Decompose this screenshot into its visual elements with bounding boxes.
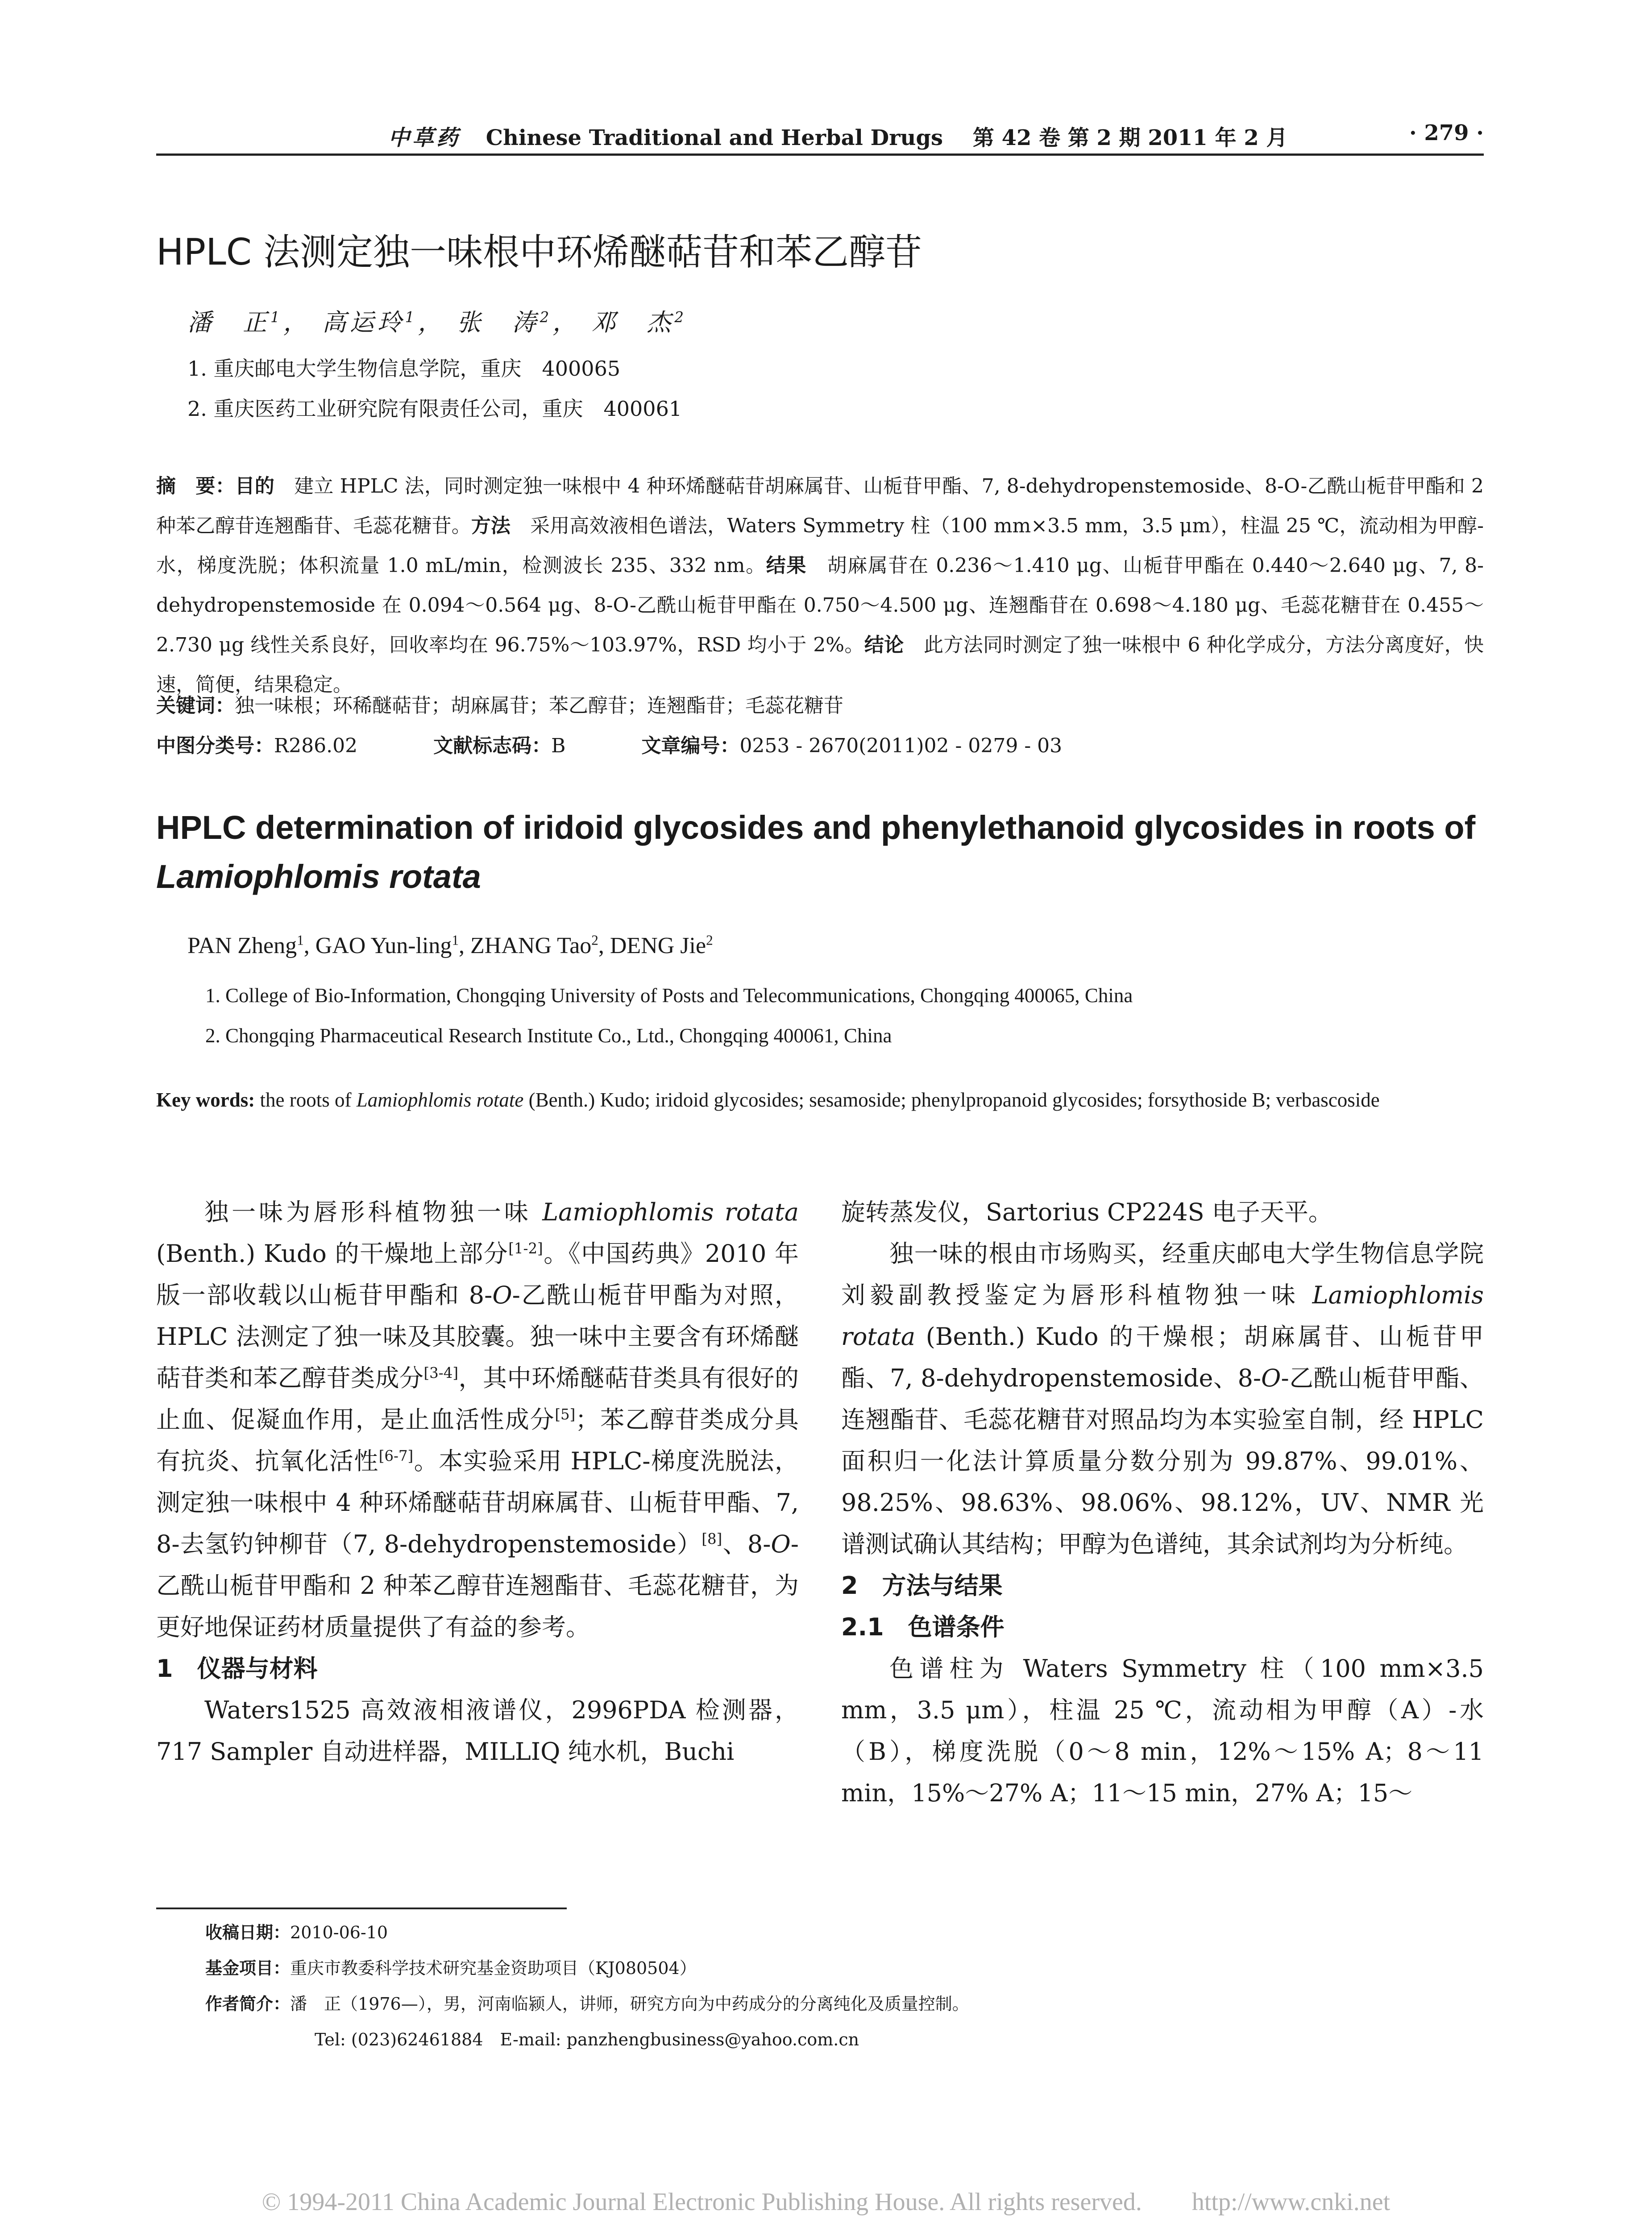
footnote-fund: [205, 1954, 697, 1979]
result-text: 胡麻属苷在 0.236～1.410 μg、山栀苷甲酯在 0.440～2.640 μg、7, 8-dehydropenstemoside 在 0.094～0.564 μg、8-O-乙酰山栀苷甲酯在 0.750～4.500 μg、连翘酯苷在 0.698～4.180 μg、毛蕊花糖苷在 0.455～2.730 μg 线性关系良好，回收率均在 96.75%～103.97%，RSD 均小于 2%。: [156, 554, 1484, 656]
running-header: [156, 116, 1484, 156]
author-sup: 2: [591, 932, 598, 948]
keywords-en-text: (Benth.) Kudo; iridoid glycosides; sesamoside; phenylpropanoid glycosides; forsythoside B; verbascoside: [523, 1089, 1380, 1111]
keywords-cn: [156, 689, 843, 718]
subsection-heading: 2.1 色谱条件: [841, 1613, 1004, 1641]
journal-name-cn: 中草药: [388, 125, 461, 150]
author-sup: 2: [540, 309, 553, 326]
section-heading: 1 仪器与材料: [156, 1655, 318, 1683]
citation: [1-2]: [508, 1240, 543, 1257]
author-sup: 1: [405, 309, 418, 326]
author-cn: 潘 正: [187, 308, 270, 336]
journal-name-en: Chinese Traditional and Herbal Drugs: [486, 125, 943, 150]
article-title-en: [156, 803, 1490, 901]
article-no-label: 文章编号：: [641, 734, 740, 757]
author-sup: 2: [674, 309, 687, 326]
author-sup: 2: [706, 932, 713, 948]
copyright-notice: © 1994-2011 China Academic Journal Electronic Publishing House. All rights reserved. http://www.cnki.net: [261, 2188, 1391, 2216]
journal-header: [388, 120, 1287, 151]
keywords-text: 独一味根；环稀醚萜苷；胡麻属苷；苯乙醇苷；连翘酯苷；毛蕊花糖苷: [235, 694, 843, 717]
author-sup: 1: [297, 932, 304, 948]
abstract-label: 摘 要：: [156, 475, 235, 498]
page-number: · 279 ·: [1409, 120, 1484, 145]
footnote-contact: Tel: (023)62461884 E-mail: panzhengbusiness@yahoo.com.cn: [315, 2030, 859, 2049]
keywords-en-label: Key words:: [156, 1089, 255, 1111]
citation: [5]: [555, 1406, 576, 1423]
chromatography-paragraph: 色谱柱为 Waters Symmetry 柱（100 mm×3.5 mm，3.5 μm），柱温 25 ℃，流动相为甲醇（A）-水（B），梯度洗脱（0～8 min，12%～15% A；8～11 min，15%～27% A；11～15 min，27% A；15～: [841, 1655, 1484, 1807]
section-heading: 2 方法与结果: [841, 1572, 1003, 1600]
body-column-left: [156, 1191, 799, 1772]
footnote-label: 作者简介：: [205, 1994, 291, 2014]
journal-issue: 第 42 卷 第 2 期 2011 年 2 月: [972, 125, 1288, 150]
conclusion-label: 结论: [864, 634, 904, 656]
citation: [8]: [701, 1530, 722, 1547]
doc-code-label: 文献标志码：: [433, 734, 552, 757]
author-sup: 1: [452, 932, 459, 948]
title-en-text: HPLC determination of iridoid glycosides and phenylethanoid glycosides in roots of: [156, 809, 1476, 846]
author-list-en: PAN Zheng$^1$, GAO Yun-ling$^1$, ZHANG Tao$^2$, DENG Jie$^2$: [187, 932, 713, 958]
citation: [6-7]: [378, 1447, 414, 1464]
author-sup: 1: [270, 309, 283, 326]
conclusion-text: 此方法同时测定了独一味根中 6 种化学成分，方法分离度好，快速，简便，结果稳定。: [156, 634, 1484, 696]
clc-label: 中图分类号：: [156, 734, 274, 757]
affiliation-cn: 1. 重庆邮电大学生物信息学院，重庆 400065: [187, 357, 621, 381]
classification-line: [156, 730, 1062, 758]
intro-paragraph: 独一味为唇形科植物独一味 Lamiophlomis rotata (Benth.) Kudo 的干燥地上部分[1-2]。《中国药典》2010 年版一部收载以山栀苷甲酯和 8-O-乙酰山栀苷甲酯为对照，HPLC 法测定了独一味及其胶囊。独一味中主要含有环烯醚萜苷类和苯乙醇苷类成分[3-4]，其中环烯醚萜苷类具有很好的止血、促凝血作用，是止血活性成分[5]；苯乙醇苷类成分具有抗炎、抗氧化活性[6-7]。本实验采用 HPLC-梯度洗脱法，测定独一味根中 4 种环烯醚萜苷胡麻属苷、山栀苷甲酯、7, 8-去氢钓钟柳苷（7, 8-dehydropenstemoside）[8]、8-O-乙酰山栀苷甲酯和 2 种苯乙醇苷连翘酯苷、毛蕊花糖苷，为更好地保证药材质量提供了有益的参考。: [156, 1198, 799, 1641]
citation: [3-4]: [423, 1364, 458, 1381]
clc-value: R286.02: [274, 734, 358, 757]
author-en: GAO Yun-ling: [315, 933, 452, 958]
objective-text: 建立 HPLC 法，同时测定独一味根中 4 种环烯醚萜苷胡麻属苷、山栀苷甲酯、7, 8-dehydropenstemoside、8-O-乙酰山栀苷甲酯和 2 种苯乙醇苷连翘酯苷、毛蕊花糖苷。: [156, 475, 1484, 537]
doc-code-value: B: [551, 734, 566, 757]
result-label: 结果: [766, 554, 807, 577]
footnote-text: 潘 正（1976—），男，河南临颍人，讲师，研究方向为中药成分的分离纯化及质量控制。: [290, 1994, 969, 2014]
header-rule: [156, 153, 1484, 156]
affiliation-en: 1. College of Bio-Information, Chongqing University of Posts and Telecommunications, Chongqing 400065, China: [205, 984, 1133, 1007]
body-column-right: [841, 1191, 1484, 1814]
author-cn: 邓 杰: [591, 308, 675, 336]
keywords-en-species: Lamiophlomis rotate: [356, 1089, 524, 1111]
method-text: 采用高效液相色谱法，Waters Symmetry 柱（100 mm×3.5 mm，3.5 μm），柱温 25 ℃，流动相为甲醇-水，梯度洗脱；体积流量 1.0 mL/min，检测波长 235、332 nm。: [156, 514, 1484, 577]
footnote-text: 2010-06-10: [290, 1923, 388, 1942]
footnote-rule: [156, 1908, 567, 1909]
footnote-received: [205, 1919, 388, 1943]
footnote-label: 基金项目：: [205, 1958, 291, 1978]
method-label: 方法: [471, 514, 511, 537]
article-no-value: 0253 - 2670(2011)02 - 0279 - 03: [739, 734, 1063, 757]
instruments-paragraph: Waters1525 高效液相液谱仪，2996PDA 检测器，717 Sampler 自动进样器，MILLIQ 纯水机，Buchi: [156, 1696, 799, 1766]
author-en: DENG Jie: [610, 933, 706, 958]
objective-label: 目的: [235, 475, 275, 498]
footnote-label: 收稿日期：: [205, 1923, 291, 1942]
author-cn: 高运玲: [322, 308, 405, 336]
abstract-cn: [156, 466, 1484, 705]
author-cn: 张 涛: [457, 308, 540, 336]
author-en: PAN Zheng: [187, 933, 297, 958]
keywords-en-text: the roots of: [255, 1089, 357, 1111]
footnote-text: 重庆市教委科学技术研究基金资助项目（KJ080504）: [290, 1958, 697, 1978]
affiliation-cn: 2. 重庆医药工业研究院有限责任公司，重庆 400061: [187, 397, 682, 421]
author-en: ZHANG Tao: [470, 933, 592, 958]
article-title-cn: HPLC 法测定独一味根中环烯醚萜苷和苯乙醇苷: [156, 231, 922, 274]
author-list-cn: 潘 正$^1$， 高运玲$^1$， 张 涛$^2$， 邓 杰$^2$: [187, 308, 687, 336]
species-name: Lamiophlomis rotata: [156, 858, 481, 895]
affiliation-en: 2. Chongqing Pharmaceutical Research Institute Co., Ltd., Chongqing 400061, China: [205, 1024, 892, 1047]
instruments-continued: 旋转蒸发仪，Sartorius CP224S 电子天平。: [841, 1198, 1332, 1226]
keywords-label: 关键词：: [156, 694, 235, 717]
footnote-author: [205, 1990, 969, 2015]
materials-paragraph: 独一味的根由市场购买，经重庆邮电大学生物信息学院刘毅副教授鉴定为唇形科植物独一味 Lamiophlomis rotata (Benth.) Kudo 的干燥根；胡麻属苷、山栀苷甲酯、7, 8-dehydropenstemoside、8-O-乙酰山栀苷甲酯、连翘酯苷、毛蕊花糖苷对照品均为本实验室自制，经 HPLC 面积归一化法计算质量分数分别为 99.87%、99.01%、98.25%、98.63%、98.06%、98.12%，UV、NMR 光谱测试确认其结构；甲醇为色谱纯，其余试剂均为分析纯。: [841, 1240, 1484, 1558]
keywords-en: [156, 1080, 1484, 1120]
